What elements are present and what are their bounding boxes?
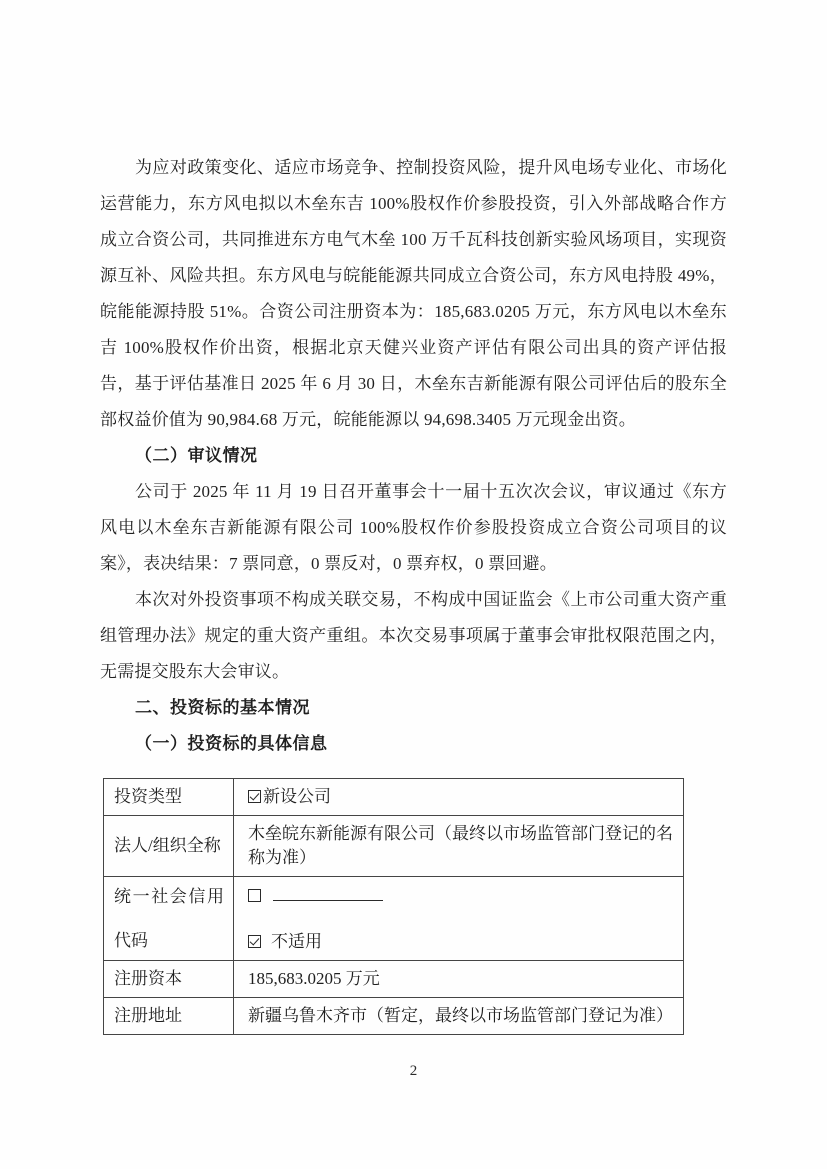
- row-value-investment-type: [234, 779, 684, 816]
- checkbox-checked-icon: [248, 935, 261, 948]
- row-label-investment-type: 投资类型: [104, 779, 234, 816]
- heading-target-details: （一）投资标的具体信息: [135, 734, 328, 753]
- checkbox-checked-icon: [248, 790, 261, 803]
- row-label-entity-name: 法人/组织全称: [104, 816, 234, 877]
- table-row-credit-code: [104, 877, 684, 961]
- heading-review-status: （二）审议情况: [135, 446, 258, 465]
- row-label-registered-address: 注册地址: [104, 998, 234, 1035]
- investment-target-table: [103, 778, 684, 1035]
- credit-code-option-blank: [248, 884, 673, 908]
- page-number: 2: [409, 1063, 418, 1079]
- investment-type-value: 新设公司: [263, 787, 331, 806]
- paragraph-investment-overview: 为应对政策变化、适应市场竞争、控制投资风险，提升风电场专业化、市场化运营能力，东方风电拟以木垒东吉 100%股权作价参股投资，引入外部战略合作方成立合资公司，共同推进东方电气木垒 100 万千瓦科技创新实验风场项目，实现资源互补、风险共担。东方风电与皖能能源共同成立合资公司，东方风电持股 49%，皖能能源持股 51%。合资公司注册资本为：185,683.0205 万元，东方风电以木垒东吉 100%股权作价出资，根据北京天健兴业资产评估有限公司出具的资产评估报告，基于评估基准日 2025 年 6 月 30 日，木垒东吉新能源有限公司评估后的股东全部权益价值为 90,984.68 万元，皖能能源以 94,698.3405 万元现金出资。: [100, 158, 727, 429]
- table-row-investment-type: [104, 779, 684, 816]
- row-label-registered-capital: 注册资本: [104, 961, 234, 998]
- credit-code-label-line2: 代码: [114, 930, 148, 950]
- paragraph-board-meeting: 公司于 2025 年 11 月 19 日召开董事会十一届十五次次会议，审议通过《东方风电以木垒东吉新能源有限公司 100%股权作价参股投资成立合资公司项目的议案》，表决结果：7 票同意，0 票反对，0 票弃权，0 票回避。: [100, 482, 727, 573]
- row-label-credit-code: [104, 877, 234, 961]
- paragraph-regulatory-statement: 本次对外投资事项不构成关联交易，不构成中国证监会《上市公司重大资产重组管理办法》规定的重大资产重组。本次交易事项属于董事会审批权限范围之内，无需提交股东大会审议。: [100, 590, 727, 681]
- row-value-entity-name: 木垒皖东新能源有限公司（最终以市场监管部门登记的名称为准）: [234, 816, 684, 877]
- row-value-registered-address: 新疆乌鲁木齐市（暂定，最终以市场监管部门登记为准）: [234, 998, 684, 1035]
- table-row-registered-capital: [104, 961, 684, 998]
- blank-underline: [273, 900, 383, 901]
- row-value-registered-capital: 185,683.0205 万元: [234, 961, 684, 998]
- heading-target-basic-info: 二、投资标的基本情况: [135, 698, 310, 717]
- credit-code-na-label: 不适用: [271, 931, 322, 951]
- table-row-entity-name: [104, 816, 684, 877]
- credit-code-label-line1: 统一社会信用: [114, 886, 224, 906]
- credit-code-option-na: [248, 930, 673, 954]
- checkbox-unchecked-icon: [248, 889, 261, 902]
- row-value-credit-code: [234, 877, 684, 961]
- table-row-registered-address: [104, 998, 684, 1035]
